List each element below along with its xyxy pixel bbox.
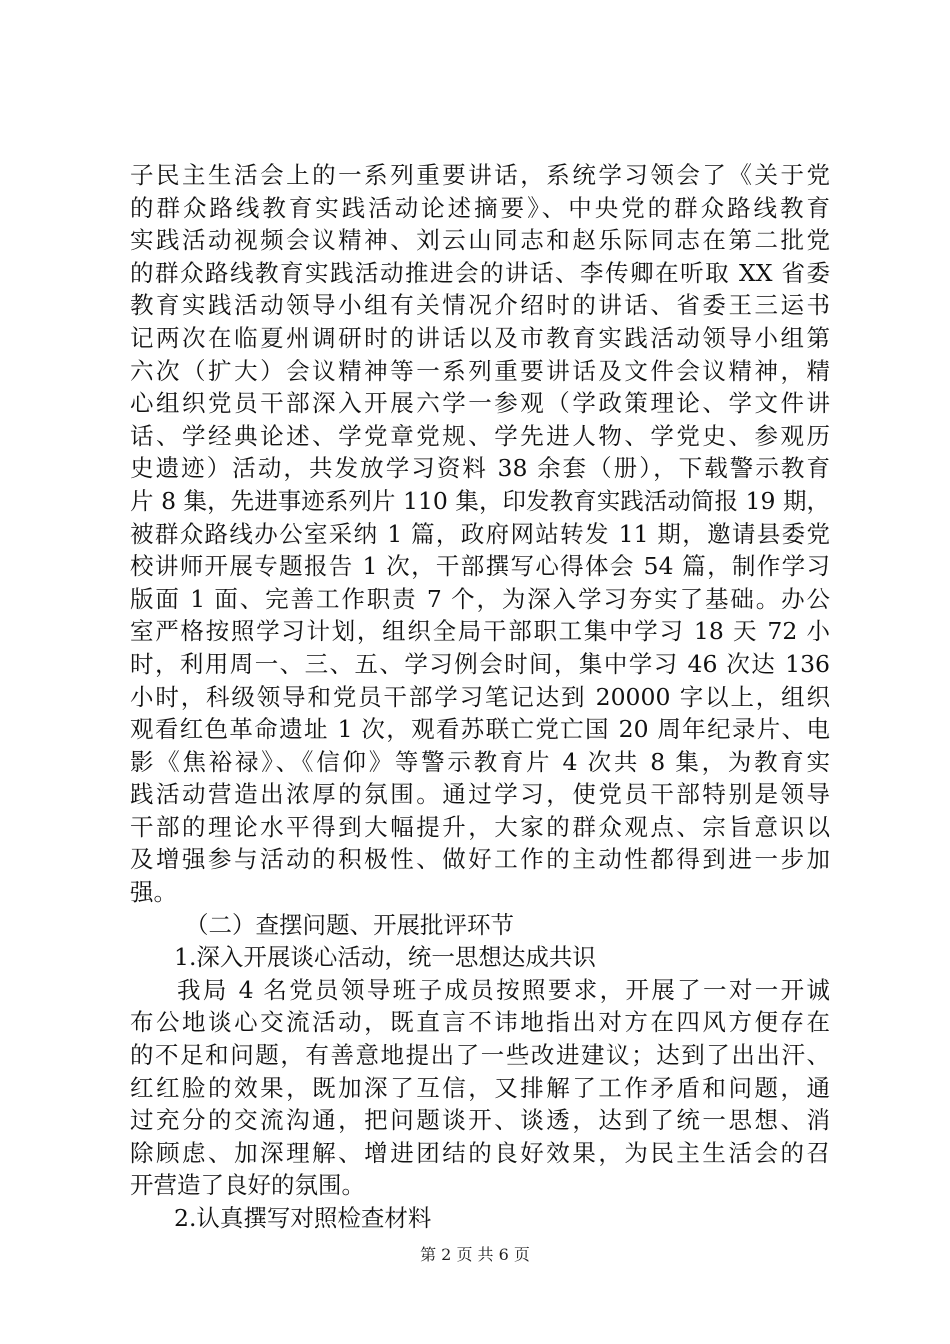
paragraph-line: 的群众路线教育实践活动论述摘要》、中央党的群众路线教育 <box>130 193 830 222</box>
body-text <box>130 159 830 1235</box>
paragraph-line: 观看红色革命遗址 1 次，观看苏联亡党亡国 20 周年纪录片、电 <box>130 715 830 744</box>
paragraph-line: 开营造了良好的氛围。 <box>130 1171 365 1200</box>
paragraph-line: 我局 4 名党员领导班子成员按照要求，开展了一对一开诚 <box>177 975 830 1004</box>
paragraph-line: 时，利用周一、三、五、学习例会时间，集中学习 46 次达 136 <box>130 649 830 678</box>
paragraph-line: 心组织党员干部深入开展六学一参观（学政策理论、学文件讲 <box>130 389 830 418</box>
paragraph-line: 被群众路线办公室采纳 1 篇，政府网站转发 11 期，邀请县委党 <box>130 519 830 548</box>
paragraph-line: 小时，科级领导和党员干部学习笔记达到 20000 字以上，组织 <box>130 682 830 711</box>
paragraph-line: 子民主生活会上的一系列重要讲话，系统学习领会了《关于党 <box>130 161 830 189</box>
paragraph-line: 的不足和问题，有善意地提出了一些改进建议；达到了出出汗、 <box>130 1041 830 1070</box>
paragraph-line: 版面 1 面、完善工作职责 7 个，为深入学习夯实了基础。办公 <box>130 584 830 613</box>
paragraph-line: 践活动营造出浓厚的氛围。通过学习，使党员干部特别是领导 <box>130 780 830 809</box>
paragraph-line: 红红脸的效果，既加深了互信，又排解了工作矛盾和问题，通 <box>130 1073 830 1102</box>
paragraph-line: 话、学经典论述、学党章党规、学先进人物、学党史、参观历 <box>130 421 830 450</box>
paragraph-line: 六次（扩大）会议精神等一系列重要讲话及文件会议精神，精 <box>130 356 830 385</box>
paragraph-line: 过充分的交流沟通，把问题谈开、谈透，达到了统一思想、消 <box>130 1106 830 1135</box>
paragraph-line: 强。 <box>130 878 177 907</box>
paragraph-line: 干部的理论水平得到大幅提升，大家的群众观点、宗旨意识以 <box>130 812 830 841</box>
paragraph-line: 影《焦裕禄》、《信仰》等警示教育片 4 次共 8 集，为教育实 <box>130 747 830 776</box>
section-heading: （二）查摆问题、开展批评环节 <box>185 910 514 939</box>
paragraph-line: 记两次在临夏州调研时的讲话以及市教育实践活动领导小组第 <box>130 323 830 352</box>
paragraph-line: 布公地谈心交流活动，既直言不讳地指出对方在四风方便存在 <box>130 1008 830 1037</box>
paragraph-line: 除顾虑、加深理解、增进团结的良好效果，为民主生活会的召 <box>130 1138 830 1167</box>
paragraph-line: 室严格按照学习计划，组织全局干部职工集中学习 18 天 72 小 <box>130 617 830 646</box>
item-heading: 1.深入开展谈心活动，统一思想达成共识 <box>174 943 596 972</box>
paragraph-line: 及增强参与活动的积极性、做好工作的主动性都得到进一步加 <box>130 845 830 874</box>
item-heading: 2.认真撰写对照检查材料 <box>174 1204 432 1232</box>
paragraph-line: 的群众路线教育实践活动推进会的讲话、李传卿在听取 XX 省委 <box>130 258 830 287</box>
paragraph-line: 实践活动视频会议精神、刘云山同志和赵乐际同志在第二批党 <box>130 226 830 255</box>
paragraph-line: 校讲师开展专题报告 1 次，干部撰写心得体会 54 篇，制作学习 <box>130 552 830 581</box>
paragraph-line: 片 8 集，先进事迹系列片 110 集，印发教育实践活动简报 19 期， <box>130 486 830 515</box>
paragraph-line: 史遗迹）活动，共发放学习资料 38 余套（册），下载警示教育 <box>130 454 830 483</box>
paragraph-line: 教育实践活动领导小组有关情况介绍时的讲话、省委王三运书 <box>130 291 830 320</box>
page-footer: 第 2 页 共 6 页 <box>420 1245 530 1264</box>
